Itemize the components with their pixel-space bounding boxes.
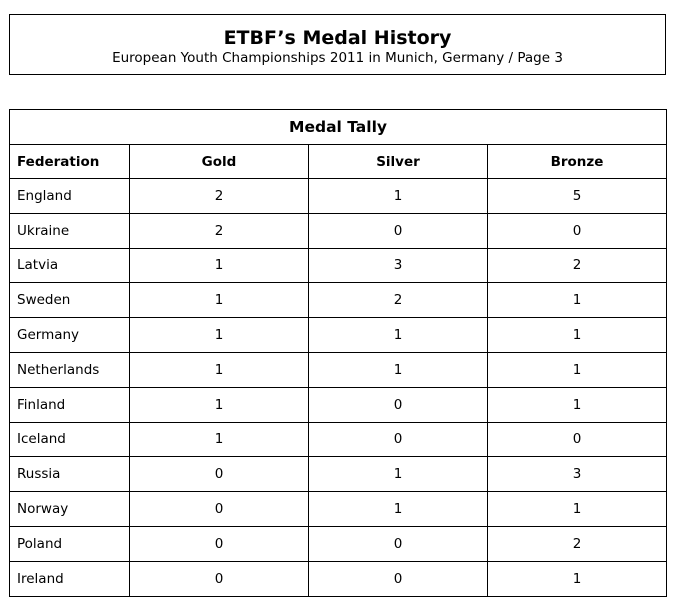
gold-cell: 1 [130,283,309,318]
table-row [10,283,667,318]
silver-cell: 2 [309,283,488,318]
page-title: ETBF’s Medal History [223,27,452,49]
bronze-cell: 1 [488,352,667,387]
table-row [10,561,667,596]
silver-cell: 0 [309,387,488,422]
gold-cell: 0 [130,526,309,561]
table-row [10,213,667,248]
column-header-silver: Silver [309,145,488,179]
column-header-bronze: Bronze [488,145,667,179]
federation-cell: England [10,179,130,214]
federation-cell: Ireland [10,561,130,596]
bronze-cell: 0 [488,213,667,248]
table-row [10,457,667,492]
table-row [10,318,667,353]
table-row [10,352,667,387]
gold-cell: 2 [130,213,309,248]
table-body [10,179,667,597]
gold-cell: 2 [130,179,309,214]
federation-cell: Iceland [10,422,130,457]
silver-cell: 1 [309,492,488,527]
gold-cell: 0 [130,561,309,596]
silver-cell: 0 [309,213,488,248]
column-header-gold: Gold [130,145,309,179]
table-row [10,387,667,422]
silver-cell: 1 [309,352,488,387]
gold-cell: 0 [130,457,309,492]
bronze-cell: 5 [488,179,667,214]
federation-cell: Sweden [10,283,130,318]
silver-cell: 3 [309,248,488,283]
bronze-cell: 3 [488,457,667,492]
federation-cell: Poland [10,526,130,561]
bronze-cell: 1 [488,492,667,527]
table-row [10,179,667,214]
silver-cell: 1 [309,318,488,353]
table-caption: Medal Tally [10,110,667,145]
table-row [10,248,667,283]
gold-cell: 1 [130,387,309,422]
silver-cell: 1 [309,457,488,492]
federation-cell: Russia [10,457,130,492]
bronze-cell: 2 [488,526,667,561]
table-row [10,422,667,457]
bronze-cell: 1 [488,561,667,596]
bronze-cell: 1 [488,387,667,422]
silver-cell: 1 [309,179,488,214]
column-header-federation: Federation [10,145,130,179]
page-header [9,14,666,75]
federation-cell: Norway [10,492,130,527]
table-row [10,526,667,561]
federation-cell: Ukraine [10,213,130,248]
federation-cell: Netherlands [10,352,130,387]
bronze-cell: 0 [488,422,667,457]
federation-cell: Finland [10,387,130,422]
table-row [10,492,667,527]
gold-cell: 0 [130,492,309,527]
gold-cell: 1 [130,352,309,387]
medal-tally-table [9,109,667,597]
table-header-row [10,145,667,179]
bronze-cell: 2 [488,248,667,283]
silver-cell: 0 [309,561,488,596]
silver-cell: 0 [309,526,488,561]
page-subtitle: European Youth Championships 2011 in Munich, Germany / Page 3 [112,50,563,66]
silver-cell: 0 [309,422,488,457]
gold-cell: 1 [130,248,309,283]
bronze-cell: 1 [488,283,667,318]
gold-cell: 1 [130,318,309,353]
federation-cell: Latvia [10,248,130,283]
federation-cell: Germany [10,318,130,353]
bronze-cell: 1 [488,318,667,353]
gold-cell: 1 [130,422,309,457]
